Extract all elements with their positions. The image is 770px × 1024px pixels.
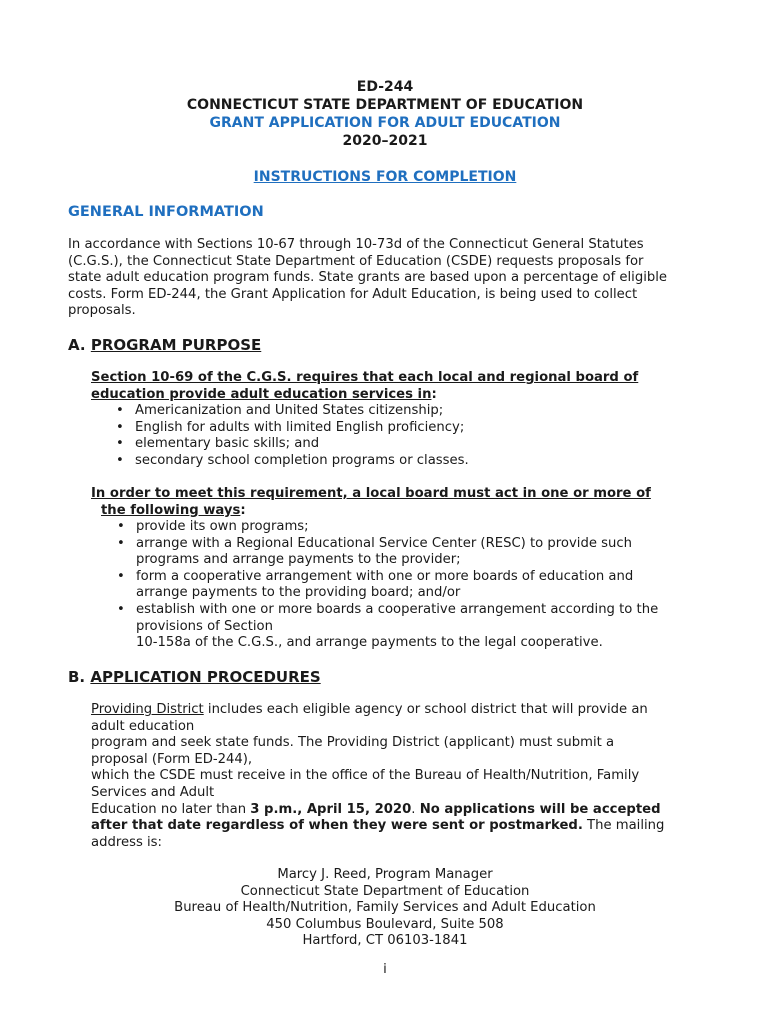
application-procedures-paragraph <box>91 702 711 851</box>
paragraph-line: which the CSDE must receive in the office of the Bureau of Health/Nutrition, Family <box>91 768 640 784</box>
list-item <box>114 519 714 536</box>
deadline-date: 3 p.m., April 15, 2020 <box>250 801 412 817</box>
paragraph-line: program and seek state funds. The Providing District (applicant) must submit a <box>91 735 615 751</box>
section-b-title: APPLICATION PROCEDURES <box>90 668 321 686</box>
deadline-warning: after that date regardless of when they were sent or postmarked. <box>91 818 583 834</box>
list-item-line: • provide its own programs; <box>136 519 309 534</box>
form-id: ED-244 <box>356 79 414 95</box>
requirement-colon: : <box>431 386 437 402</box>
list-item-line: arrange payments to the providing board; and/or <box>136 585 461 601</box>
requirement-line: Section 10-69 of the C.G.S. requires that each local and regional board of <box>91 370 639 385</box>
list-item-line: provisions of Section <box>136 618 273 634</box>
department-name: CONNECTICUT STATE DEPARTMENT OF EDUCATION <box>186 97 584 113</box>
ways-list <box>114 519 714 652</box>
instructions-heading: INSTRUCTIONS FOR COMPLETION <box>253 169 517 185</box>
mailing-address <box>0 867 770 950</box>
list-item <box>114 569 714 602</box>
paragraph-line: adult education <box>91 718 195 734</box>
address-line: 450 Columbus Boulevard, Suite 508 <box>266 916 504 932</box>
section-a-heading <box>68 336 261 354</box>
paragraph-text: includes each eligible agency or school district that will provide an <box>203 702 648 717</box>
paragraph-line: proposals. <box>68 303 136 319</box>
list-item-line: programs and arrange payments to the provider; <box>136 552 461 568</box>
paragraph-line: address is: <box>91 834 162 850</box>
general-information-heading: GENERAL INFORMATION <box>68 204 264 220</box>
address-line: Bureau of Health/Nutrition, Family Services and Adult Education <box>174 900 596 916</box>
list-item-line: • arrange with a Regional Educational Service Center (RESC) to provide such <box>136 535 632 551</box>
ways-line: the following ways <box>101 502 241 518</box>
list-item: • Americanization and United States citizenship; <box>113 403 713 420</box>
paragraph-line: In accordance with Sections 10-67 through 10-73d of the Connecticut General Statutes <box>68 237 644 252</box>
section-b-letter: B. <box>68 668 86 686</box>
requirement-line: education provide adult education services in <box>91 386 432 402</box>
list-item-line: 10-158a of the C.G.S., and arrange payments to the legal cooperative. <box>136 635 603 651</box>
paragraph-line: (C.G.S.), the Connecticut State Department of Education (CSDE) requests proposals for <box>68 253 644 269</box>
list-item-line: • form a cooperative arrangement with one or more boards of education and <box>136 568 634 584</box>
mailing-text: The mailing <box>582 818 665 834</box>
paragraph-line: proposal (Form ED-244), <box>91 751 253 767</box>
section-a-title: PROGRAM PURPOSE <box>90 336 262 354</box>
fiscal-year: 2020–2021 <box>342 133 428 149</box>
address-line: Marcy J. Reed, Program Manager <box>277 867 493 882</box>
section-a-letter: A. <box>68 336 86 354</box>
list-item: • secondary school completion programs or classes. <box>113 453 713 470</box>
deadline-separator: . <box>411 801 420 817</box>
list-item: • elementary basic skills; and <box>113 436 713 453</box>
deadline-warning: No applications will be accepted <box>419 801 661 817</box>
ways-statement <box>91 486 731 519</box>
general-information-paragraph <box>68 237 728 320</box>
address-line: Hartford, CT 06103-1841 <box>302 933 468 949</box>
list-item <box>114 536 714 569</box>
services-list <box>113 403 713 469</box>
list-item <box>114 602 714 652</box>
requirement-statement <box>91 370 731 403</box>
list-item-line: • establish with one or more boards a cooperative arrangement according to the <box>136 601 659 617</box>
paragraph-line: state adult education program funds. State grants are based upon a percentage of eligible <box>68 270 668 286</box>
ways-colon: : <box>240 502 246 518</box>
document-title: GRANT APPLICATION FOR ADULT EDUCATION <box>209 115 561 131</box>
deadline-prefix: Education no later than <box>91 801 251 817</box>
list-item: • English for adults with limited English proficiency; <box>113 420 713 437</box>
section-b-heading <box>68 668 321 686</box>
paragraph-line: Services and Adult <box>91 784 215 800</box>
paragraph-line: costs. Form ED-244, the Grant Application for Adult Education, is being used to collect <box>68 286 638 302</box>
providing-district-term: Providing District <box>91 702 204 717</box>
address-line: Connecticut State Department of Education <box>240 883 530 899</box>
ways-line: In order to meet this requirement, a local board must act in one or more of <box>91 486 651 501</box>
page-number: i <box>383 962 387 977</box>
